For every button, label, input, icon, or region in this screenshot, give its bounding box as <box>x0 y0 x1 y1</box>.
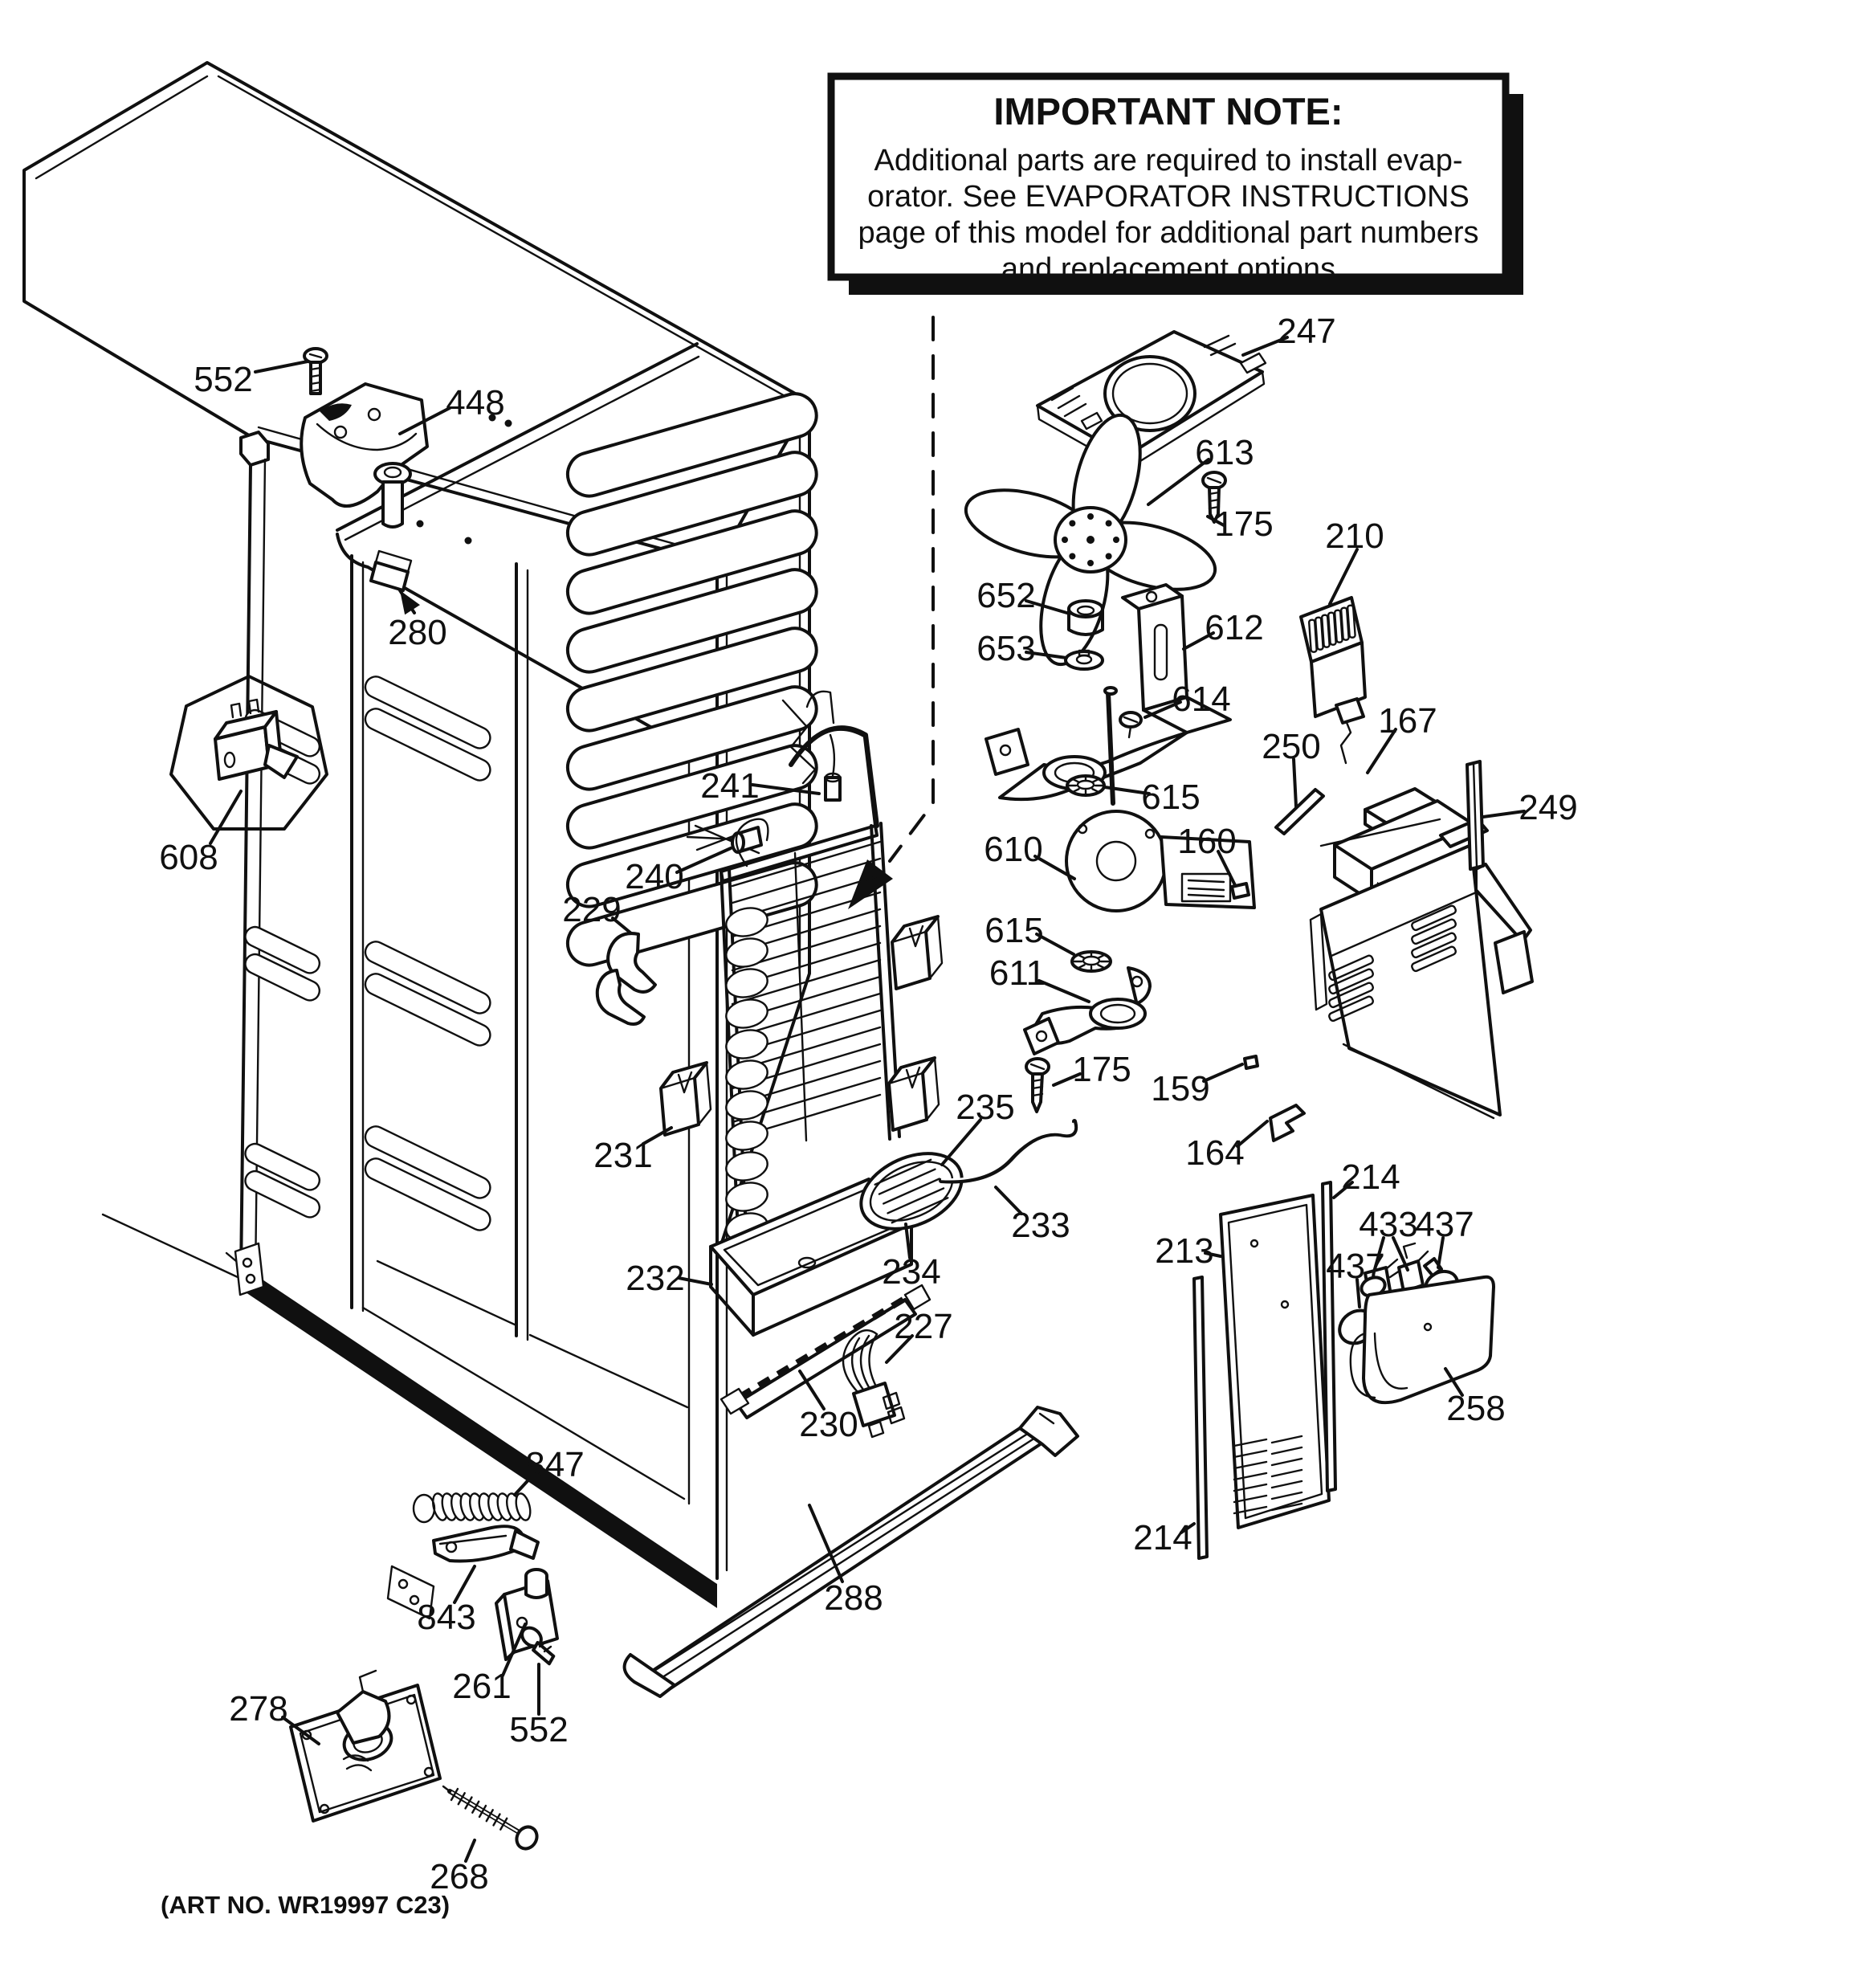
art-number: (ART NO. WR19997 C23) <box>161 1891 450 1919</box>
part-number: 448 <box>446 383 505 423</box>
part-number: 653 <box>976 629 1036 668</box>
part-label-552-top <box>194 360 308 399</box>
tag-280 <box>371 551 411 590</box>
note-title: IMPORTANT NOTE: <box>993 90 1343 133</box>
part-number: 247 <box>1277 312 1336 351</box>
top-hinge-group <box>301 349 427 527</box>
part-label-214-top <box>1334 1157 1400 1198</box>
hinge-bracket-448 <box>301 384 427 506</box>
part-label-227 <box>887 1307 953 1362</box>
strip-250 <box>1276 790 1323 834</box>
part-number: 288 <box>824 1578 883 1618</box>
part-number: 240 <box>625 857 684 896</box>
part-label-247 <box>1243 312 1336 355</box>
strip-214-left <box>1194 1277 1207 1558</box>
note-line: orator. See EVAPORATOR INSTRUCTIONS <box>867 180 1470 214</box>
rail-288 <box>625 1407 1078 1696</box>
lever-843 <box>434 1526 538 1561</box>
bottom-hardware-group <box>291 1407 1078 1852</box>
part-label-249 <box>1483 788 1578 827</box>
part-number: 249 <box>1519 788 1578 827</box>
part-number: 160 <box>1177 822 1237 861</box>
part-number: 843 <box>417 1598 476 1637</box>
part-number: 608 <box>159 838 218 877</box>
note-line: and replacement options <box>1001 252 1336 286</box>
part-label-613 <box>1148 433 1254 504</box>
part-number: 615 <box>1141 778 1201 817</box>
part-label-610 <box>984 830 1074 879</box>
part-number: 241 <box>700 766 760 806</box>
part-label-213 <box>1155 1231 1221 1271</box>
part-number: 552 <box>194 360 253 399</box>
leader-line <box>1039 981 1089 1002</box>
part-number: 229 <box>562 890 622 929</box>
roller-assembly-278 <box>291 1671 440 1821</box>
part-number: 552 <box>509 1710 569 1749</box>
duct-body <box>1311 845 1500 1118</box>
part-number: 847 <box>525 1445 585 1484</box>
bracket-261 <box>496 1570 557 1659</box>
reference-dashed-line <box>848 317 933 909</box>
air-duct-group <box>1232 598 1532 1141</box>
part-label-159 <box>1151 1064 1242 1108</box>
part-number: 159 <box>1151 1069 1210 1108</box>
part-labels <box>159 312 1577 1896</box>
note-line: page of this model for additional part numbers <box>858 216 1479 250</box>
part-number: 230 <box>799 1405 858 1444</box>
part-label-278 <box>229 1689 319 1744</box>
part-number: 235 <box>956 1088 1015 1127</box>
part-label-552-bottom <box>509 1664 568 1749</box>
part-label-164 <box>1185 1121 1267 1173</box>
spring-847 <box>414 1492 532 1522</box>
part-number: 437 <box>1326 1247 1385 1286</box>
part-number: 261 <box>452 1667 512 1706</box>
light-shield-258 <box>1351 1277 1494 1402</box>
part-number: 214 <box>1133 1518 1192 1557</box>
part-label-214-bottom <box>1133 1518 1194 1557</box>
part-number: 280 <box>388 613 447 652</box>
part-number: 612 <box>1205 608 1264 647</box>
leader-line <box>255 361 308 372</box>
part-label-233 <box>996 1187 1070 1245</box>
bolt-268 <box>443 1786 540 1852</box>
part-number: 610 <box>984 830 1043 869</box>
part-number: 231 <box>593 1136 653 1175</box>
part-label-235 <box>942 1088 1015 1165</box>
accumulator-coil <box>724 904 770 1245</box>
part-number: 250 <box>1262 727 1321 766</box>
part-number: 164 <box>1185 1133 1245 1173</box>
part-number: 278 <box>229 1689 288 1729</box>
part-number: 615 <box>984 911 1044 950</box>
part-number: 652 <box>976 576 1036 615</box>
clip-159 <box>1245 1056 1258 1068</box>
part-label-612 <box>1184 608 1264 649</box>
part-label-167 <box>1368 701 1437 773</box>
cabinet <box>24 63 821 1619</box>
part-number: 213 <box>1155 1231 1214 1271</box>
part-number: 175 <box>1072 1050 1131 1089</box>
part-label-231 <box>593 1128 671 1175</box>
part-label-268 <box>430 1840 488 1896</box>
part-label-437-right <box>1415 1205 1474 1268</box>
part-number: 232 <box>626 1259 685 1298</box>
part-label-175-upper <box>1208 504 1274 544</box>
part-label-615-lower <box>984 911 1074 954</box>
part-number: 433 <box>1359 1205 1418 1244</box>
part-number: 167 <box>1378 701 1437 741</box>
part-label-232 <box>626 1259 711 1298</box>
part-number: 613 <box>1195 433 1254 472</box>
note-line: Additional parts are required to install evap- <box>874 144 1463 178</box>
part-number: 611 <box>989 953 1046 993</box>
part-number: 233 <box>1011 1206 1070 1245</box>
part-label-280 <box>388 590 446 652</box>
part-number: 258 <box>1446 1389 1506 1428</box>
important-note <box>831 76 1523 295</box>
part-number: 614 <box>1172 680 1231 719</box>
part-number: 227 <box>894 1307 953 1346</box>
part-label-210 <box>1325 516 1384 604</box>
part-number: 437 <box>1415 1205 1474 1244</box>
part-label-175-lower <box>1054 1050 1131 1089</box>
part-number: 210 <box>1325 516 1384 556</box>
part-number: 214 <box>1341 1157 1400 1197</box>
condenser-coils <box>563 389 821 970</box>
part-number: 234 <box>882 1252 941 1292</box>
part-number: 268 <box>430 1857 489 1896</box>
part-label-229 <box>562 890 631 933</box>
leader-line <box>210 791 241 843</box>
part-label-608 <box>159 791 241 877</box>
clip-231 <box>661 1063 711 1135</box>
clip-164 <box>1270 1105 1304 1141</box>
leader-line <box>1330 549 1357 604</box>
part-label-843 <box>417 1566 475 1637</box>
part-number: 175 <box>1214 504 1274 544</box>
